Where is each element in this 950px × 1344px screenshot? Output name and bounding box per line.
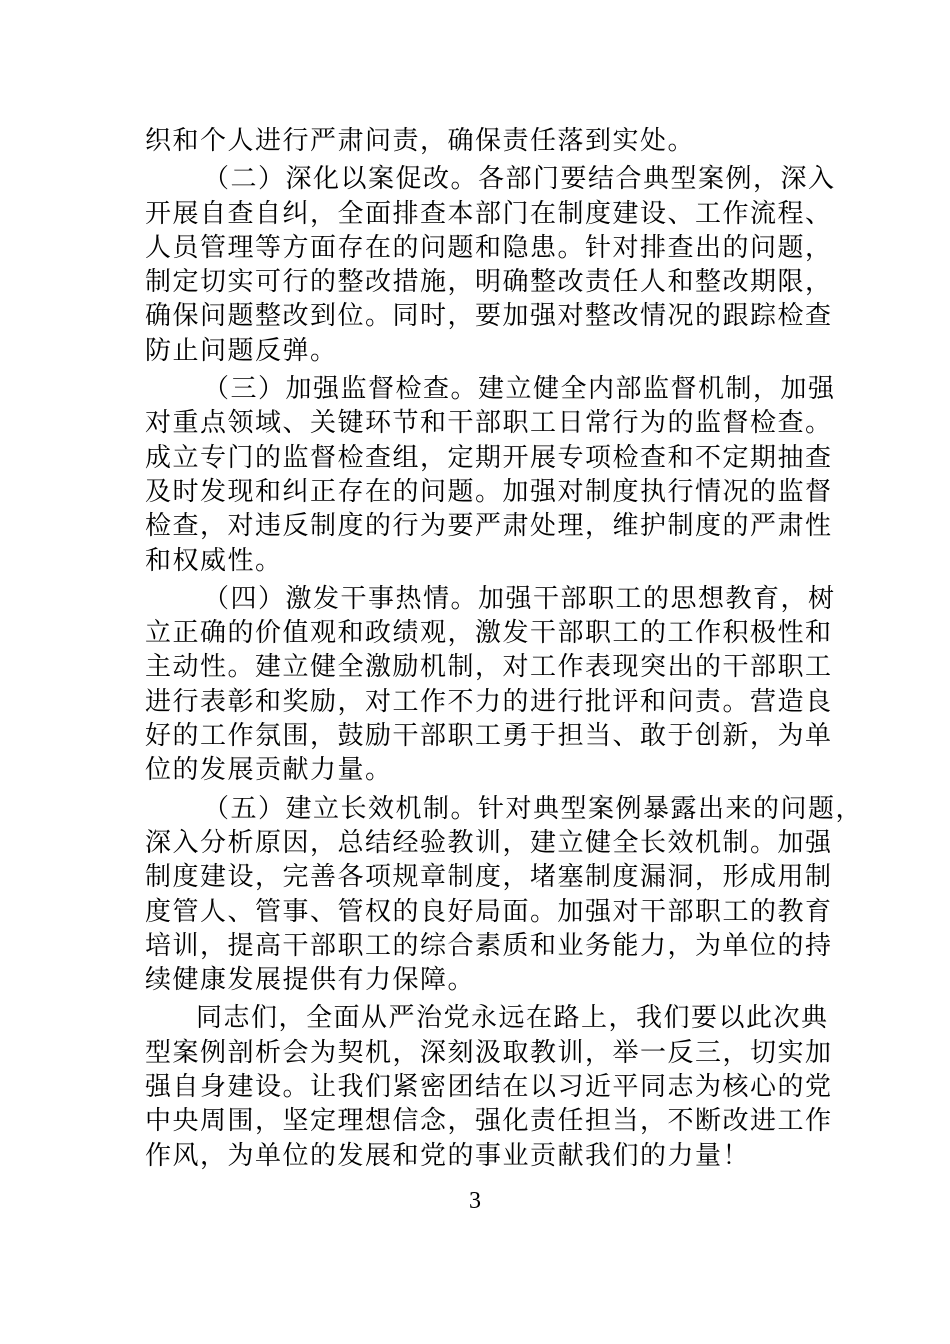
text-line: 进行表彰和奖励，对工作不力的进行批评和问责。营造良: [145, 686, 833, 717]
text-line: 型案例剖析会为契机，深刻汲取教训，举一反三，切实加: [145, 1037, 833, 1068]
text-line: 续健康发展提供有力保障。: [145, 965, 476, 996]
text-line: 确保问题整改到位。同时，要加强对整改情况的跟踪检查: [145, 301, 833, 332]
paragraph-section-3: [145, 372, 835, 578]
text-line: 对重点领域、关键环节和干部职工日常行为的监督检查。: [145, 408, 833, 439]
text-line: 制度建设，完善各项规章制度，堵塞制度漏洞，形成用制: [145, 862, 833, 893]
paragraph-closing: [145, 1001, 835, 1172]
paragraph-section-5: [145, 792, 864, 998]
text-line: 位的发展贡献力量。: [145, 755, 393, 786]
text-line: 及时发现和纠正存在的问题。加强对制度执行情况的监督: [145, 476, 833, 507]
text-line: （三）加强监督检查。建立健全内部监督机制，加强: [203, 374, 836, 405]
text-line: 成立专门的监督检查组，定期开展专项检查和不定期抽查: [145, 442, 833, 473]
paragraph-continuation: [145, 124, 835, 158]
paragraph-section-2: [145, 162, 835, 368]
paragraph-section-4: [145, 582, 835, 788]
text-line: 防止问题反弹。: [145, 335, 338, 366]
text-line: 人员管理等方面存在的问题和隐患。针对排查出的问题，: [145, 232, 833, 263]
text-line: 织和个人进行严肃问责，确保责任落到实处。: [145, 126, 696, 156]
document-body: [145, 124, 864, 1173]
text-line: 检查，对违反制度的行为要严肃处理，维护制度的严肃性: [145, 511, 833, 542]
text-line: （二）深化以案促改。各部门要结合典型案例，深入: [203, 164, 836, 195]
text-line: 制定切实可行的整改措施，明确整改责任人和整改期限，: [145, 267, 833, 298]
text-line: 培训，提高干部职工的综合素质和业务能力，为单位的持: [145, 930, 833, 961]
text-line: 和权威性。: [145, 545, 283, 576]
text-line: 深入分析原因，总结经验教训，建立健全长效机制。加强: [145, 827, 833, 858]
text-line: 度管人、管事、管权的良好局面。加强对干部职工的教育: [145, 896, 833, 927]
text-line: 开展自查自纠，全面排查本部门在制度建设、工作流程、: [145, 198, 833, 229]
text-line: （四）激发干事热情。加强干部职工的思想教育，树: [203, 583, 836, 614]
page-number: 3: [469, 1188, 481, 1214]
text-line: 立正确的价值观和政绩观，激发干部职工的工作积极性和: [145, 618, 833, 649]
text-line: 主动性。建立健全激励机制，对工作表现突出的干部职工: [145, 652, 833, 683]
text-line: 同志们，全面从严治党永远在路上，我们要以此次典: [196, 1003, 829, 1034]
text-line: 强自身建设。让我们紧密团结在以习近平同志为核心的党: [145, 1072, 833, 1103]
text-line: （五）建立长效机制。针对典型案例暴露出来的问题，: [203, 793, 864, 824]
text-line: 中央周围，坚定理想信念，强化责任担当，不断改进工作: [145, 1106, 833, 1137]
text-line: 好的工作氛围，鼓励干部职工勇于担当、敢于创新，为单: [145, 721, 833, 752]
text-line: 作风，为单位的发展和党的事业贡献我们的力量！: [145, 1140, 751, 1171]
